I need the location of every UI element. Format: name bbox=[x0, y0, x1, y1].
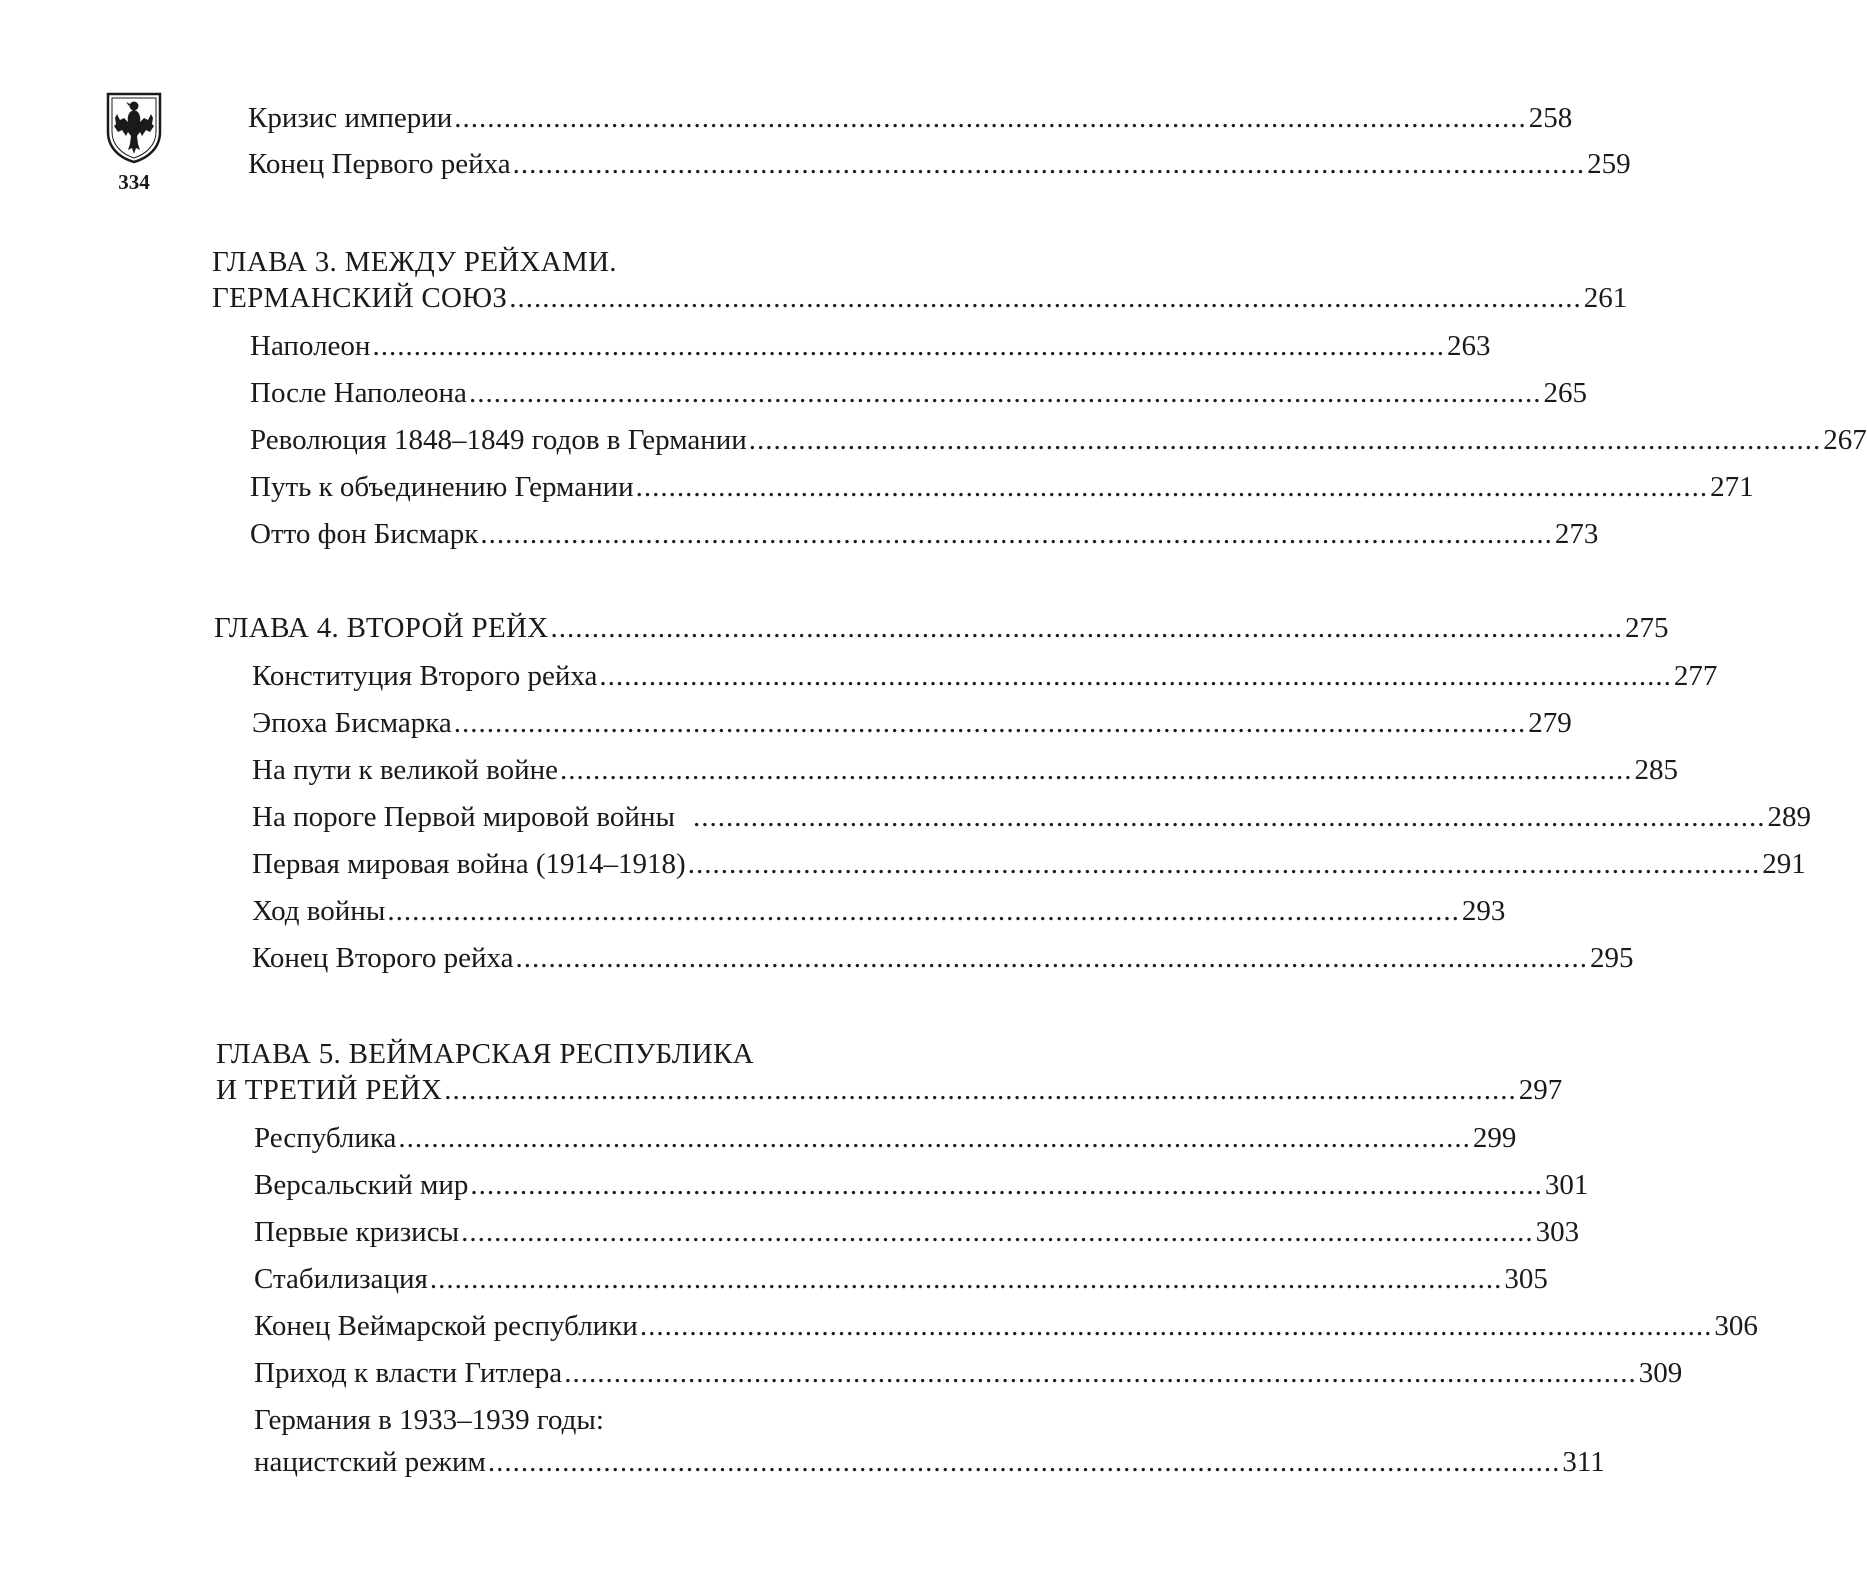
toc-entry-page: 259 bbox=[1587, 148, 1631, 180]
toc-entry-page: 267 bbox=[1823, 424, 1867, 456]
toc-entry bbox=[254, 1444, 1605, 1480]
dot-leader: .................................................................................................................................. bbox=[470, 1169, 1543, 1201]
dot-leader: .................................................................................................................................. bbox=[398, 1122, 1471, 1154]
chapter-title: ГЛАВА 4. ВТОРОЙ РЕЙХ bbox=[214, 612, 549, 644]
toc-entry-title: Республика bbox=[254, 1122, 397, 1154]
chapter-title: ГЕРМАНСКИЙ СОЮЗ bbox=[212, 282, 508, 314]
toc-entry-title: Конец Первого рейха bbox=[248, 148, 511, 180]
dot-leader: .................................................................................................................................. bbox=[480, 518, 1553, 550]
toc-entry-page: 309 bbox=[1638, 1357, 1683, 1389]
toc-entry-title: На пути к великой войне bbox=[252, 754, 559, 786]
dot-leader: .................................................................................................................................. bbox=[454, 102, 1527, 134]
toc-entry bbox=[250, 469, 1754, 505]
dot-leader: .................................................................................................................................. bbox=[461, 1216, 1534, 1248]
toc-entry-title: Первые кризисы bbox=[254, 1216, 460, 1248]
dot-leader: .................................................................................................................................. bbox=[560, 754, 1633, 786]
dot-leader: .................................................................................................................................. bbox=[748, 424, 1822, 456]
toc-entry-page: 305 bbox=[1504, 1263, 1548, 1295]
dot-leader: .................................................................................................................................. bbox=[509, 282, 1582, 314]
toc-entry-page: 291 bbox=[1762, 848, 1806, 880]
toc-entry bbox=[250, 375, 1587, 411]
toc-entry-page: 299 bbox=[1472, 1122, 1517, 1154]
toc-entry-title: Ход войны bbox=[252, 895, 386, 927]
toc-entry-title: Приход к власти Гитлера bbox=[254, 1357, 563, 1389]
toc-entry bbox=[250, 516, 1599, 552]
chapter-heading-line bbox=[214, 610, 1669, 646]
toc-entry bbox=[254, 1308, 1758, 1344]
toc-entry bbox=[252, 799, 1811, 835]
toc-entry-title: Конституция Второго рейха bbox=[252, 660, 598, 692]
chapter-heading: ГЛАВА 5. ВЕЙМАРСКАЯ РЕСПУБЛИКА bbox=[216, 1038, 754, 1070]
toc-entry-title: нацистский режим bbox=[254, 1446, 486, 1478]
dot-leader: .................................................................................................................................. bbox=[599, 660, 1672, 692]
toc-entry-page: 285 bbox=[1634, 754, 1679, 786]
chapter-heading-line bbox=[212, 280, 1628, 316]
dot-leader: .................................................................................................................................. bbox=[687, 848, 1761, 880]
toc-entry-page: 277 bbox=[1673, 660, 1718, 692]
chapter-page: 275 bbox=[1625, 612, 1669, 644]
toc-entry-page: 258 bbox=[1528, 102, 1573, 134]
dot-leader: .................................................................................................................................. bbox=[515, 942, 1588, 974]
dot-leader: .................................................................................................................................. bbox=[487, 1446, 1561, 1478]
chapter-heading-line bbox=[216, 1072, 1563, 1108]
toc-entry-page: 271 bbox=[1710, 471, 1754, 503]
toc-entry bbox=[252, 752, 1679, 788]
dot-leader: .................................................................................................................................. bbox=[639, 1310, 1713, 1342]
toc-entry-page: 306 bbox=[1714, 1310, 1758, 1342]
dot-leader: .................................................................................................................................. bbox=[512, 148, 1586, 180]
page-number: 334 bbox=[118, 170, 150, 194]
dot-leader: .................................................................................................................................. bbox=[635, 471, 1709, 503]
toc-entry bbox=[252, 705, 1572, 741]
toc-entry-title: Конец Веймарской республики bbox=[254, 1310, 638, 1342]
toc-entry-title: Эпоха Бисмарка bbox=[252, 707, 452, 739]
toc-entry-title: Стабилизация bbox=[254, 1263, 428, 1295]
toc-entry bbox=[254, 1214, 1580, 1250]
toc-entry bbox=[254, 1120, 1517, 1156]
toc-entry bbox=[248, 100, 1573, 136]
toc-entry-title: Революция 1848–1849 годов в Германии bbox=[250, 424, 747, 456]
toc-entry-title: Германия в 1933–1939 годы: bbox=[254, 1404, 604, 1436]
toc-entry-page: 265 bbox=[1543, 377, 1587, 409]
toc-entry-page: 263 bbox=[1446, 330, 1491, 362]
toc-entry bbox=[250, 328, 1491, 364]
dot-leader: .................................................................................................................................. bbox=[550, 612, 1623, 644]
toc-entry-title: Отто фон Бисмарк bbox=[250, 518, 479, 550]
toc-entry bbox=[248, 146, 1631, 182]
toc-entry bbox=[250, 422, 1867, 458]
dot-leader: .................................................................................................................................. bbox=[444, 1074, 1517, 1106]
toc-entry-title: Конец Второго рейха bbox=[252, 942, 514, 974]
toc-entry bbox=[254, 1167, 1589, 1203]
toc-entry-title: Версальский мир bbox=[254, 1169, 469, 1201]
chapter-page: 297 bbox=[1518, 1074, 1563, 1106]
toc-entry-page: 273 bbox=[1554, 518, 1599, 550]
toc-entry-page: 303 bbox=[1535, 1216, 1580, 1248]
chapter-page: 261 bbox=[1583, 282, 1628, 314]
toc-entry-title: Путь к объединению Германии bbox=[250, 471, 634, 503]
toc-entry-page: 295 bbox=[1590, 942, 1634, 974]
toc-entry bbox=[252, 893, 1506, 929]
dot-leader: .................................................................................................................................. bbox=[387, 895, 1460, 927]
dot-leader: .................................................................................................................................. bbox=[429, 1263, 1503, 1295]
dot-leader: .................................................................................................................................. bbox=[564, 1357, 1637, 1389]
toc-entry bbox=[252, 940, 1634, 976]
toc-entry-page: 301 bbox=[1544, 1169, 1589, 1201]
chapter-heading: ГЛАВА 3. МЕЖДУ РЕЙХАМИ. bbox=[212, 246, 617, 278]
toc-entry-page: 289 bbox=[1767, 801, 1811, 833]
dot-leader: .................................................................................................................................. bbox=[372, 330, 1445, 362]
toc-entry-title: Первая мировая война (1914–1918) bbox=[252, 848, 686, 880]
toc-entry bbox=[252, 846, 1806, 882]
toc-entry bbox=[254, 1355, 1683, 1391]
toc-entry-page: 293 bbox=[1461, 895, 1506, 927]
dot-leader: .................................................................................................................................. bbox=[692, 801, 1766, 833]
dot-leader: .................................................................................................................................. bbox=[468, 377, 1542, 409]
toc-entry bbox=[252, 658, 1718, 694]
toc-entry-page: 311 bbox=[1562, 1446, 1605, 1478]
dot-leader: .................................................................................................................................. bbox=[453, 707, 1527, 739]
chapter-title: И ТРЕТИЙ РЕЙХ bbox=[216, 1074, 443, 1106]
toc-entry-page: 279 bbox=[1528, 707, 1572, 739]
toc-entry-title: После Наполеона bbox=[250, 377, 467, 409]
toc-entry bbox=[254, 1261, 1548, 1297]
toc-entry-title: На пороге Первой мировой войны bbox=[252, 801, 675, 833]
toc-entry-title: Кризис империи bbox=[248, 102, 453, 134]
toc-entry-title: Наполеон bbox=[250, 330, 371, 362]
